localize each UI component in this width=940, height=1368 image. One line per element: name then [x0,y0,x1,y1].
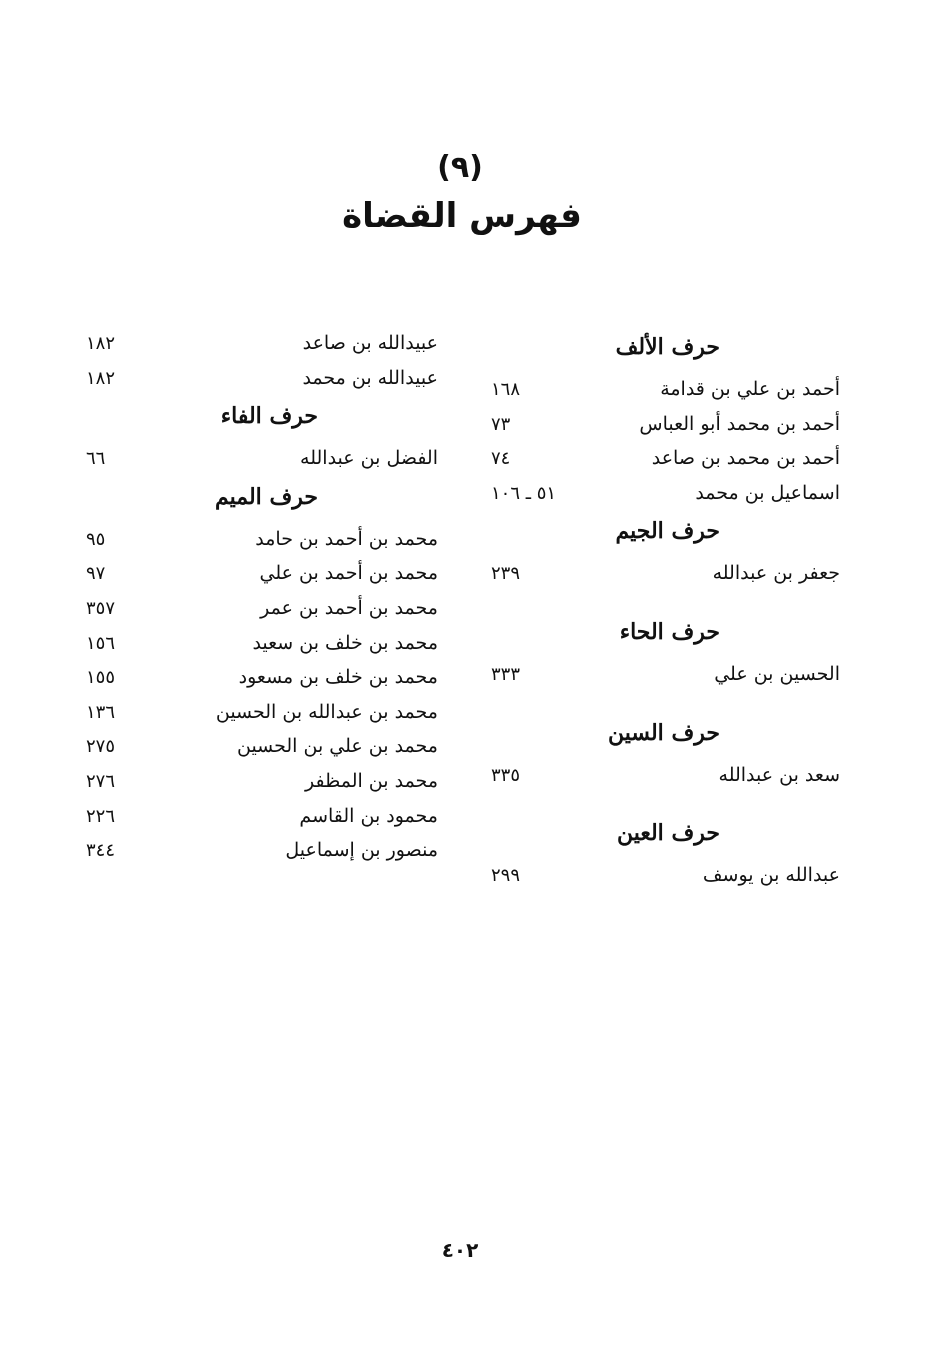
section-heading-ayn: حرف العين [616,820,720,847]
index-entry [485,441,840,476]
index-entry [80,441,438,476]
index-entry [485,476,840,511]
section-heading-ha: حرف الحاء [619,618,720,645]
index-entry [80,833,438,868]
entry-name: الفضل بن عبدالله [300,447,438,470]
entry-pages: ٩٧ [86,563,106,585]
entry-name: أحمد بن محمد أبو العباس [639,412,840,435]
section-heading-jim: حرف الجيم [615,518,720,545]
left-column [80,326,438,868]
entry-name: محمد بن خلف بن سعيد [252,631,438,654]
entry-pages: ١٥٥ [86,667,116,689]
index-title: فهرس القضاة [342,196,582,236]
entry-name: عبدالله بن يوسف [702,864,840,887]
entry-name: محمد بن أحمد بن حامد [255,527,438,550]
index-entry [485,858,840,893]
entry-pages: ١٣٦ [86,701,116,723]
index-entry [80,695,438,730]
section-heading-fa: حرف الفاء [220,403,318,430]
index-entry [80,361,438,396]
index-entry [485,657,840,692]
entry-name: الحسين بن علي [714,662,840,685]
entry-pages: ٩٥ [86,528,106,550]
entry-name: منصور بن إسماعيل [285,839,438,862]
entry-pages: ٥١ ـ ١٠٦ [491,482,557,504]
entry-name: محمد بن علي بن الحسين [236,735,438,758]
index-entry [485,556,840,591]
entry-name: محمد بن المظفر [305,769,438,792]
index-entry [80,799,438,834]
index-entry [80,729,438,764]
entry-name: سعد بن عبدالله [718,763,840,786]
entry-name: محمد بن أحمد بن علي [259,562,438,585]
entry-name: عبيدالله بن صاعد [302,332,438,354]
index-entry [80,326,438,361]
entry-pages: ٧٣ [491,413,511,435]
entry-name: أحمد بن محمد بن صاعد [651,447,840,470]
index-entry [485,407,840,442]
entry-pages: ١٨٢ [86,333,116,354]
entry-pages: ٣٥٧ [86,597,116,619]
index-entry [80,626,438,661]
page-number: ٤٠٢ [441,1238,479,1262]
index-entry [485,758,840,793]
entry-name: محمد بن خلف بن مسعود [238,666,438,689]
entry-pages: ٢٧٦ [86,770,116,792]
entry-name: اسماعيل بن محمد [695,481,840,504]
entry-pages: ١٥٦ [86,632,116,654]
entry-pages: ٢٢٦ [86,805,116,827]
entry-pages: ٣٣٥ [491,764,521,786]
index-entry [80,591,438,626]
index-entry [80,556,438,591]
entry-name: عبيدالله بن محمد [302,366,438,389]
entry-name: محمد بن أحمد بن عمر [260,596,438,619]
section-heading-alif: حرف الألف [615,334,720,360]
entry-pages: ٧٤ [491,448,511,470]
entry-pages: ٢٧٥ [86,736,116,758]
entry-pages: ٦٦ [86,448,106,470]
entry-pages: ٢٣٩ [491,563,521,585]
entry-pages: ٢٩٩ [491,865,521,887]
entry-name: أحمد بن علي بن قدامة [660,378,840,400]
index-entry [80,660,438,695]
entry-name: جعفر بن عبدالله [712,562,840,585]
entry-name: محمود بن القاسم [299,804,438,827]
index-entry [80,522,438,557]
entry-name: محمد بن عبدالله بن الحسين [215,700,438,723]
entry-pages: ١٨٢ [86,367,116,389]
index-entry [485,372,840,407]
index-entry [80,764,438,799]
section-heading-mim: حرف الميم [214,483,318,510]
section-heading-sin: حرف السين [607,719,720,746]
entry-pages: ١٦٨ [491,379,521,400]
entry-pages: ٣٣٣ [491,663,521,685]
index-number: (٩) [437,150,483,185]
entry-pages: ٣٤٤ [86,840,116,862]
right-column [485,326,840,893]
